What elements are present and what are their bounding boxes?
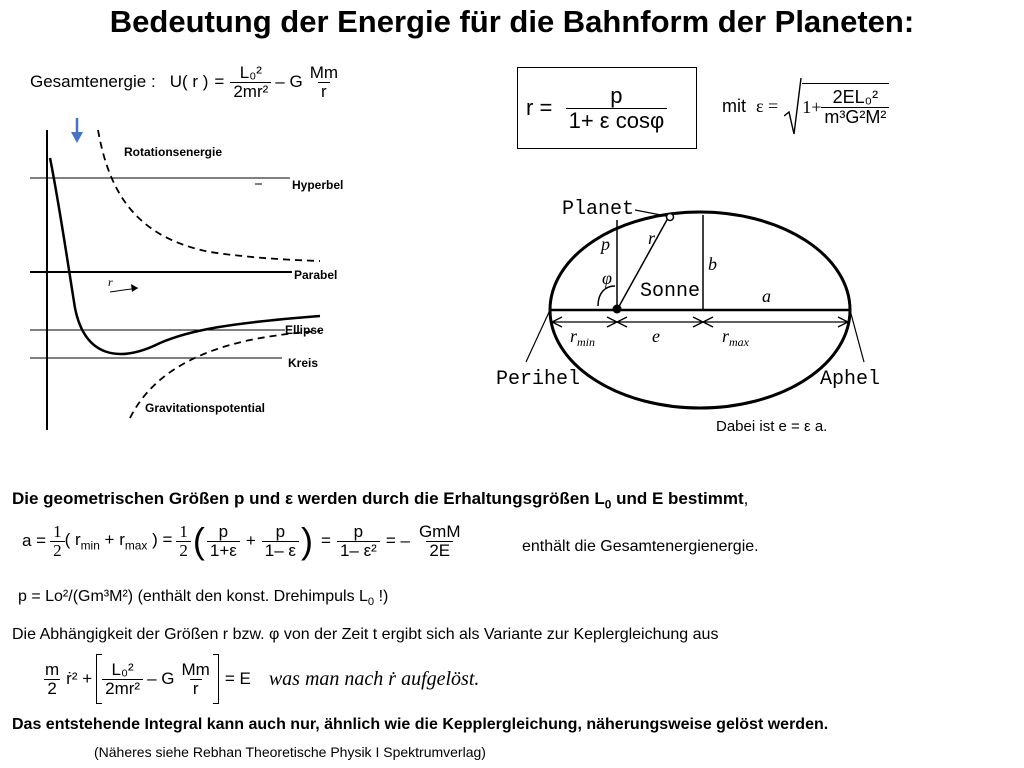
kepler-rhs: = E: [224, 669, 251, 688]
geo-part3: ,: [743, 489, 749, 508]
geo-part1: Die geometrischen Größen p und ε werden durch die Erhaltungsgrößen L: [12, 489, 605, 508]
orbit-fraction: [560, 84, 672, 131]
kepler-half-den: 2: [44, 679, 59, 698]
kepler-formula: [42, 654, 479, 704]
a-plus2: +: [245, 531, 256, 550]
geo-text: [12, 489, 748, 511]
a-frac2-den: 1– ε: [262, 541, 299, 560]
orbit-num: p: [610, 83, 623, 109]
a-frac3-num: p: [353, 521, 364, 541]
planet-dot: [667, 214, 674, 221]
orbit-lhs: r =: [526, 95, 553, 120]
energy-formula: [30, 64, 341, 101]
a-frac3-den: 1– ε²: [337, 541, 380, 560]
eps-fraction: [821, 88, 889, 127]
eps-prefix: mit: [722, 95, 746, 116]
energy-term2: [307, 64, 341, 101]
kepler-rdot: ṙ² +: [66, 669, 93, 688]
a-half2-num: 1: [179, 521, 188, 541]
sqrt-sign: [784, 76, 802, 136]
energy-term1-den: 2mr²: [230, 82, 271, 101]
a-bracket-close: ): [301, 520, 314, 561]
r-arrow-head: [131, 284, 138, 292]
sun-dot: [613, 305, 622, 314]
planet-pointer: [635, 210, 666, 216]
kepler-term2-num: Mm: [181, 659, 210, 679]
parabel-label: Parabel: [294, 268, 338, 282]
dependence-text: Die Abhängigkeit der Größen r bzw. φ von der Zeit t ergibt sich als Variante zur Keplergleichung aus: [12, 626, 719, 643]
energy-note-text: enthält die Gesamtenergienergie.: [522, 538, 759, 555]
energy-eq: =: [214, 72, 225, 92]
geo-sub1: 0: [604, 497, 612, 512]
energy-term1: [230, 64, 271, 101]
e-label: e: [652, 326, 660, 346]
kepler-half: [42, 661, 62, 698]
rmin-arrow: [552, 317, 617, 327]
a-formula: [22, 520, 463, 562]
effective-potential-curve: [50, 158, 320, 354]
hyperbel-label: Hyperbel: [292, 178, 344, 192]
a-half: [50, 523, 65, 560]
a-frac3: [337, 523, 380, 560]
orbit-formula-box: [517, 67, 697, 149]
geo-part2: und E bestimmt: [611, 489, 744, 508]
kepler-term2-den: r: [190, 679, 202, 698]
potential-diagram: [30, 118, 360, 438]
a-half2-den: 2: [176, 541, 191, 560]
energy-label: Gesamtenergie :: [30, 72, 156, 92]
a-frac2-num: p: [275, 521, 286, 541]
a-eq3: = –: [385, 531, 410, 550]
a-lhs: a =: [22, 531, 47, 550]
kreis-label: Kreis: [288, 356, 319, 370]
sonne-label: Sonne: [640, 280, 701, 303]
dabei-text: Dabei ist e = ε a.: [716, 418, 828, 435]
kepler-bracket-close: [213, 654, 219, 704]
aphel-label: Aphel: [820, 368, 881, 391]
a-frac4: [416, 523, 464, 560]
aphel-pointer: [850, 310, 864, 362]
a-half-den: 2: [50, 541, 65, 560]
a-frac1: [207, 523, 240, 560]
kepler-term2: [179, 661, 213, 698]
ellipse-label: Ellipse: [285, 323, 324, 337]
kepler-note: was man nach ṙ aufgelöst.: [268, 667, 480, 690]
a-frac2: [262, 523, 299, 560]
eps-den: m³G²M²: [821, 107, 889, 127]
page-title: Bedeutung der Energie für die Bahnform der Planeten:: [109, 4, 915, 39]
kepler-minus: – G: [147, 669, 175, 688]
p-text: p = Lo²/(Gm³M²) (enthält den konst. Drehimpuls $L_0$ !): [18, 588, 389, 609]
energy-term2-num: Mm: [309, 63, 339, 82]
a-paren: ( $r_{min} + r_{max}$ ) =: [64, 529, 173, 553]
orbit-den: 1+ ε cosφ: [566, 108, 668, 132]
a-frac4-num: GmM: [418, 521, 461, 541]
a-label: a: [762, 286, 771, 306]
eps-lhs: ε =: [756, 95, 779, 116]
a-eq2: =: [321, 531, 331, 550]
b-label: b: [708, 254, 717, 274]
kepler-term1-num: L₀²: [111, 659, 134, 679]
a-frac4-den: 2E: [426, 541, 453, 560]
a-frac1-den: 1+ε: [207, 541, 240, 560]
gravitation-label: Gravitationspotential: [145, 401, 266, 415]
perihel-pointer: [526, 310, 550, 362]
rotation-energy-label: Rotationsenergie: [124, 145, 223, 159]
energy-term2-den: r: [318, 82, 330, 101]
kepler-term1-den: 2mr²: [102, 679, 143, 698]
rmin-label: $r_{min}$: [570, 326, 596, 349]
perihel-label: Perihel: [496, 368, 581, 391]
reference-text: (Näheres siehe Rebhan Theoretische Physik I Spektrumverlag): [94, 744, 486, 760]
energy-term1-num: L₀²: [239, 63, 262, 82]
a-frac1-num: p: [218, 521, 229, 541]
energy-minus: – G: [275, 72, 303, 92]
a-bracket-open: (: [192, 520, 205, 561]
eps-one-plus: 1+: [802, 97, 822, 117]
eps-formula: [722, 76, 889, 136]
energy-lhs: U( r ): [169, 72, 209, 92]
phi-label: φ: [602, 268, 612, 288]
e-arrow: [617, 317, 703, 327]
eps-num: 2EL₀²: [832, 87, 879, 108]
kepler-half-num: m: [45, 659, 60, 679]
r-axis-label: r: [108, 275, 113, 289]
ellipse-diagram: [490, 190, 890, 430]
rmax-label: $r_{max}$: [722, 326, 750, 349]
p-label: p: [601, 234, 610, 254]
planet-label: Planet: [562, 198, 635, 221]
sqrt-content: [802, 83, 889, 127]
phi-arc: [598, 286, 615, 306]
kepler-term1: [102, 661, 143, 698]
blue-arrow-head: [71, 132, 83, 143]
integral-text: Das entstehende Integral kann auch nur, ähnlich wie die Kepplergleichung, näherungsweise gelöst werden.: [12, 716, 829, 733]
a-half2: [176, 523, 191, 560]
a-half-num: 1: [53, 521, 62, 541]
r-label: r: [648, 228, 656, 248]
